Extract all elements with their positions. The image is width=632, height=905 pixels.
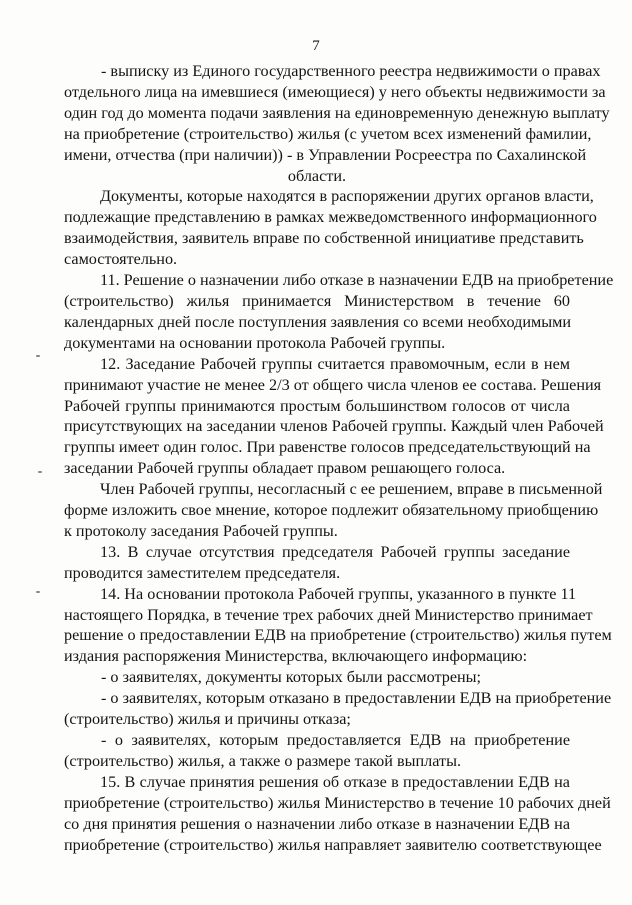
text-line: - о заявителях, которым отказано в предоставлении ЕДВ на приобретение — [101, 689, 612, 708]
scan-speck — [36, 355, 40, 357]
text-line: подлежащие представлению в рамках межведомственного информационного — [64, 208, 597, 227]
text-line: (строительство) жилья принимается Министерством в течение 60 — [64, 291, 570, 310]
list-item-granted-applicants — [64, 730, 570, 772]
text-line: 14. На основании протокола Рабочей группы, указанного в пункте 11 — [100, 584, 577, 603]
text-line: имени, отчества (при наличии)) - в Управлении Росреестра по Сахалинской — [64, 145, 587, 164]
text-line: (строительство) жилья и причины отказа; — [64, 710, 351, 729]
text-line: на приобретение (строительство) жилья (с учетом всех изменений фамилии, — [64, 124, 592, 143]
text-line: Рабочей группы принимаются простым большинством голосов от числа — [64, 396, 570, 415]
scan-speck — [38, 471, 42, 473]
text-line: 12. Заседание Рабочей группы считается правомочным, если в нем — [100, 354, 570, 373]
text-line: документами на основании протокола Рабочей группы. — [64, 333, 446, 352]
text-line: заседании Рабочей группы обладает правом решающего голоса. — [64, 459, 506, 478]
text-line: отдельного лица на имевшиеся (имеющиеся) у него объекты недвижимости за — [64, 82, 606, 101]
text-line: Документы, которые находятся в распоряжении других органов власти, — [100, 187, 594, 206]
document-body — [64, 61, 614, 855]
text-line: один год до момента подачи заявления на единовременную денежную выплату — [64, 103, 610, 122]
text-line: присутствующих на заседании членов Рабочей группы. Каждый член Рабочей — [64, 417, 604, 436]
text-line: к протоколу заседания Рабочей группы. — [64, 521, 338, 540]
text-line: группы имеет один голос. При равенстве голосов председательствующий на — [64, 438, 591, 457]
text-line: 11. Решение о назначении либо отказе в назначении ЕДВ на приобретение — [100, 271, 614, 290]
text-line: взаимодействия, заявитель вправе по собственной инициативе представить — [64, 229, 584, 248]
paragraph-egrn-extract — [64, 61, 610, 186]
text-line: форме изложить свое мнение, которое подлежит обязательному приобщению — [64, 501, 599, 520]
paragraph-item-15 — [64, 772, 611, 856]
list-item-reviewed-applicants — [64, 667, 570, 688]
text-line: самостоятельно. — [64, 250, 178, 269]
text-line: решение о предоставлении ЕДВ на приобретение (строительство) жилья путем — [64, 626, 612, 645]
text-line: - выписку из Единого государственного реестра недвижимости о правах — [101, 62, 601, 80]
paragraph-interagency-documents — [64, 186, 597, 270]
text-line: проводится заместителем председателя. — [64, 563, 341, 582]
text-line: издания распоряжения Министерства, включающего информацию: — [64, 647, 528, 666]
paragraph-dissenting-member — [64, 479, 603, 542]
paragraph-item-12 — [64, 354, 604, 479]
text-line: - о заявителях, которым предоставляется ЕДВ на приобретение — [101, 731, 570, 749]
text-line: Член Рабочей группы, несогласный с ее решением, вправе в письменной — [100, 480, 603, 499]
paragraph-item-11 — [64, 270, 614, 354]
text-line: со дня принятия решения о назначении либо отказе в назначении ЕДВ на — [64, 814, 570, 833]
text-line: календарных дней после поступления заявления со всеми необходимыми — [64, 312, 572, 331]
page-number: 7 — [312, 38, 320, 54]
text-line: - о заявителях, документы которых были рассмотрены; — [101, 668, 482, 687]
text-line: настоящего Порядка, в течение трех рабочих дней Министерство принимает — [64, 605, 593, 624]
list-item-refused-applicants — [64, 688, 612, 730]
text-line: (строительство) жилья, а также о размере такой выплаты. — [64, 751, 462, 770]
scan-speck — [36, 591, 40, 593]
text-line: приобретение (строительство) жилья Министерство в течение 10 рабочих дней — [64, 793, 611, 812]
paragraph-item-14 — [64, 584, 612, 668]
text-line: принимают участие не менее 2/3 от общего числа членов ее состава. Решения — [64, 375, 602, 394]
text-line: приобретение (строительство) жилья направляет заявителю соответствующее — [64, 835, 602, 854]
text-line: области. — [287, 166, 347, 185]
paragraph-item-13 — [64, 542, 570, 584]
text-line: 13. В случае отсутствия председателя Рабочей группы заседание — [100, 542, 570, 561]
text-line: 15. В случае принятия решения об отказе в предоставлении ЕДВ на — [100, 772, 570, 791]
